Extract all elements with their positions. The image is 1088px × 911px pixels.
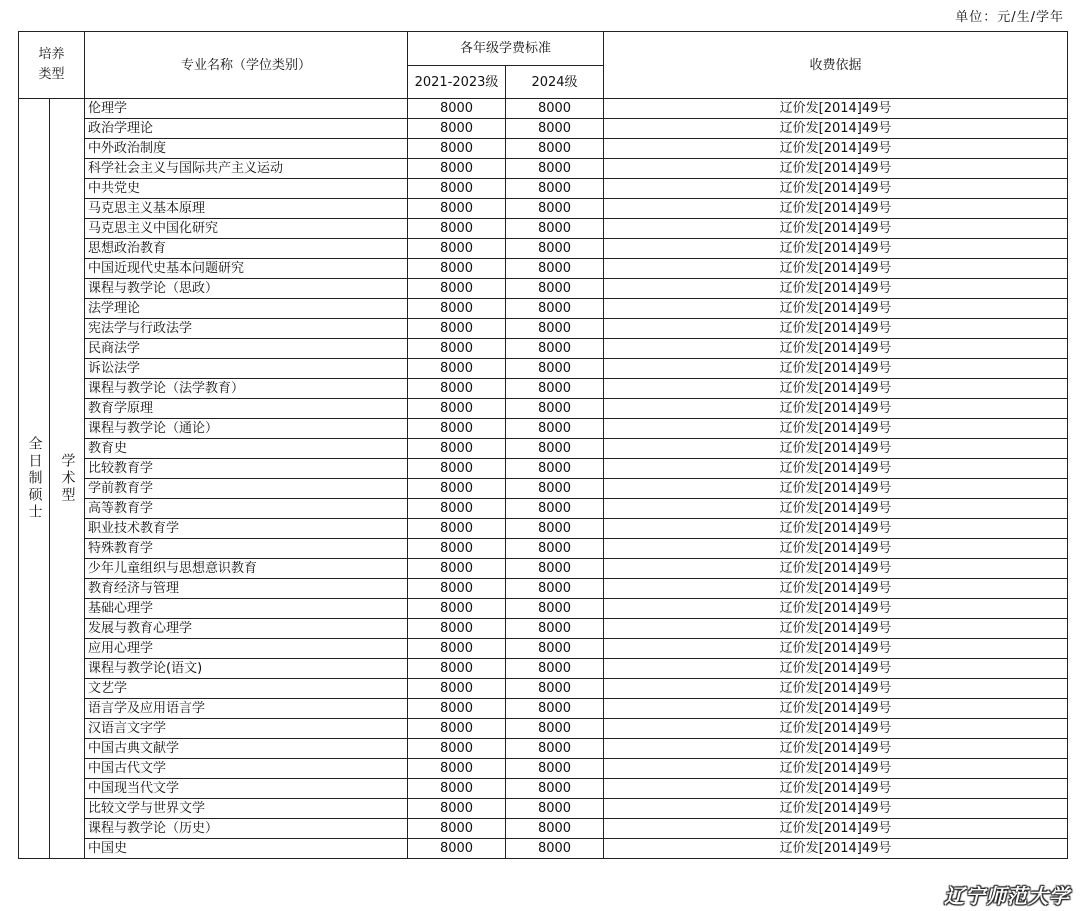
- table-row: [19, 799, 1068, 819]
- fee-table: [18, 31, 1068, 859]
- basis-cell: 辽价发[2014]49号: [604, 619, 1068, 639]
- fee-2024-cell: 8000: [506, 599, 604, 619]
- fee-2024-cell: 8000: [506, 679, 604, 699]
- fee-2024-cell: 8000: [506, 399, 604, 419]
- fee-2021-2023-cell: 8000: [408, 559, 506, 579]
- fee-2021-2023-cell: 8000: [408, 659, 506, 679]
- fee-2021-2023-cell: 8000: [408, 819, 506, 839]
- major-name-cell: 教育史: [85, 439, 408, 459]
- fee-2024-cell: 8000: [506, 179, 604, 199]
- fee-2021-2023-cell: 8000: [408, 459, 506, 479]
- major-name-cell: 课程与教学论（通论）: [85, 419, 408, 439]
- table-row: [19, 619, 1068, 639]
- fee-2021-2023-cell: 8000: [408, 299, 506, 319]
- fee-2021-2023-cell: 8000: [408, 99, 506, 119]
- fee-2021-2023-cell: 8000: [408, 619, 506, 639]
- fee-2024-cell: 8000: [506, 219, 604, 239]
- fee-2021-2023-cell: 8000: [408, 739, 506, 759]
- basis-cell: 辽价发[2014]49号: [604, 639, 1068, 659]
- fee-2024-cell: 8000: [506, 199, 604, 219]
- fee-2021-2023-cell: 8000: [408, 759, 506, 779]
- basis-cell: 辽价发[2014]49号: [604, 819, 1068, 839]
- fee-2021-2023-cell: 8000: [408, 839, 506, 859]
- table-row: [19, 299, 1068, 319]
- degree-type-cell: [50, 99, 85, 859]
- fee-2021-2023-cell: 8000: [408, 319, 506, 339]
- table-row: [19, 159, 1068, 179]
- basis-cell: 辽价发[2014]49号: [604, 359, 1068, 379]
- major-name-cell: 比较文学与世界文学: [85, 799, 408, 819]
- major-name-cell: 应用心理学: [85, 639, 408, 659]
- fee-2021-2023-cell: 8000: [408, 779, 506, 799]
- fee-2021-2023-cell: 8000: [408, 259, 506, 279]
- basis-cell: 辽价发[2014]49号: [604, 419, 1068, 439]
- major-name-cell: 课程与教学论(语文): [85, 659, 408, 679]
- fee-2021-2023-cell: 8000: [408, 159, 506, 179]
- table-row: [19, 519, 1068, 539]
- fee-2021-2023-cell: 8000: [408, 799, 506, 819]
- table-row: [19, 339, 1068, 359]
- basis-cell: 辽价发[2014]49号: [604, 279, 1068, 299]
- fee-2024-cell: 8000: [506, 459, 604, 479]
- fee-2021-2023-cell: 8000: [408, 219, 506, 239]
- basis-cell: 辽价发[2014]49号: [604, 779, 1068, 799]
- fee-2024-cell: 8000: [506, 479, 604, 499]
- basis-cell: 辽价发[2014]49号: [604, 699, 1068, 719]
- major-name-cell: 少年儿童组织与思想意识教育: [85, 559, 408, 579]
- table-row: [19, 559, 1068, 579]
- basis-cell: 辽价发[2014]49号: [604, 679, 1068, 699]
- fee-2024-cell: 8000: [506, 339, 604, 359]
- major-name-cell: 文艺学: [85, 679, 408, 699]
- basis-cell: 辽价发[2014]49号: [604, 159, 1068, 179]
- major-name-cell: 比较教育学: [85, 459, 408, 479]
- fee-2024-cell: 8000: [506, 799, 604, 819]
- fee-2024-cell: 8000: [506, 419, 604, 439]
- major-name-cell: 汉语言文字学: [85, 719, 408, 739]
- table-row: [19, 699, 1068, 719]
- fee-2024-cell: 8000: [506, 539, 604, 559]
- fee-2021-2023-cell: 8000: [408, 119, 506, 139]
- basis-cell: 辽价发[2014]49号: [604, 659, 1068, 679]
- major-name-cell: 法学理论: [85, 299, 408, 319]
- basis-cell: 辽价发[2014]49号: [604, 479, 1068, 499]
- fee-2024-cell: 8000: [506, 759, 604, 779]
- fee-2024-cell: 8000: [506, 359, 604, 379]
- basis-cell: 辽价发[2014]49号: [604, 839, 1068, 859]
- major-name-cell: 教育经济与管理: [85, 579, 408, 599]
- fee-2024-cell: 8000: [506, 99, 604, 119]
- table-row: [19, 319, 1068, 339]
- table-row: [19, 499, 1068, 519]
- major-name-cell: 特殊教育学: [85, 539, 408, 559]
- fee-2021-2023-cell: 8000: [408, 339, 506, 359]
- fee-2024-cell: 8000: [506, 299, 604, 319]
- header-fee-standard: 各年级学费标准: [408, 32, 604, 66]
- basis-cell: 辽价发[2014]49号: [604, 759, 1068, 779]
- basis-cell: 辽价发[2014]49号: [604, 119, 1068, 139]
- major-name-cell: 中国古代文学: [85, 759, 408, 779]
- fee-2021-2023-cell: 8000: [408, 419, 506, 439]
- fee-2021-2023-cell: 8000: [408, 279, 506, 299]
- fee-2024-cell: 8000: [506, 819, 604, 839]
- basis-cell: 辽价发[2014]49号: [604, 399, 1068, 419]
- fee-2024-cell: 8000: [506, 719, 604, 739]
- fee-2024-cell: 8000: [506, 159, 604, 179]
- fee-2021-2023-cell: 8000: [408, 499, 506, 519]
- fee-2021-2023-cell: 8000: [408, 139, 506, 159]
- table-row: [19, 279, 1068, 299]
- fee-2024-cell: 8000: [506, 379, 604, 399]
- fee-2024-cell: 8000: [506, 519, 604, 539]
- basis-cell: 辽价发[2014]49号: [604, 139, 1068, 159]
- table-row: [19, 659, 1068, 679]
- fee-2024-cell: 8000: [506, 119, 604, 139]
- fee-2024-cell: 8000: [506, 739, 604, 759]
- fee-2021-2023-cell: 8000: [408, 439, 506, 459]
- basis-cell: 辽价发[2014]49号: [604, 799, 1068, 819]
- table-row: [19, 599, 1068, 619]
- major-name-cell: 基础心理学: [85, 599, 408, 619]
- table-row: [19, 139, 1068, 159]
- table-row: [19, 819, 1068, 839]
- basis-cell: 辽价发[2014]49号: [604, 99, 1068, 119]
- basis-cell: 辽价发[2014]49号: [604, 319, 1068, 339]
- header-training-type-label: 培养类型: [38, 47, 65, 82]
- major-name-cell: 发展与教育心理学: [85, 619, 408, 639]
- fee-2021-2023-cell: 8000: [408, 699, 506, 719]
- table-row: [19, 419, 1068, 439]
- university-logo-watermark: 辽宁师范大学: [944, 884, 1070, 908]
- major-name-cell: 高等教育学: [85, 499, 408, 519]
- basis-cell: 辽价发[2014]49号: [604, 299, 1068, 319]
- fee-2021-2023-cell: 8000: [408, 239, 506, 259]
- table-row: [19, 779, 1068, 799]
- fee-2021-2023-cell: 8000: [408, 719, 506, 739]
- major-name-cell: 课程与教学论（历史）: [85, 819, 408, 839]
- unit-label: 单位：元/生/学年: [955, 10, 1064, 25]
- table-row: [19, 459, 1068, 479]
- major-name-cell: 中国史: [85, 839, 408, 859]
- basis-cell: 辽价发[2014]49号: [604, 459, 1068, 479]
- major-name-cell: 课程与教学论（思政）: [85, 279, 408, 299]
- basis-cell: 辽价发[2014]49号: [604, 259, 1068, 279]
- fee-2024-cell: 8000: [506, 579, 604, 599]
- table-row: [19, 359, 1068, 379]
- header-basis: 收费依据: [604, 32, 1068, 99]
- fee-2021-2023-cell: 8000: [408, 199, 506, 219]
- table-row: [19, 399, 1068, 419]
- basis-cell: 辽价发[2014]49号: [604, 179, 1068, 199]
- basis-cell: 辽价发[2014]49号: [604, 559, 1068, 579]
- fee-2021-2023-cell: 8000: [408, 599, 506, 619]
- basis-cell: 辽价发[2014]49号: [604, 739, 1068, 759]
- header-training-type: [19, 32, 85, 99]
- table-row: [19, 839, 1068, 859]
- table-row: [19, 179, 1068, 199]
- basis-cell: 辽价发[2014]49号: [604, 339, 1068, 359]
- fee-2024-cell: 8000: [506, 259, 604, 279]
- table-row: [19, 99, 1068, 119]
- fee-2024-cell: 8000: [506, 319, 604, 339]
- fee-2024-cell: 8000: [506, 699, 604, 719]
- fee-2021-2023-cell: 8000: [408, 179, 506, 199]
- table-row: [19, 539, 1068, 559]
- major-name-cell: 职业技术教育学: [85, 519, 408, 539]
- fee-2024-cell: 8000: [506, 439, 604, 459]
- table-row: [19, 579, 1068, 599]
- major-name-cell: 中国现当代文学: [85, 779, 408, 799]
- basis-cell: 辽价发[2014]49号: [604, 579, 1068, 599]
- fee-2021-2023-cell: 8000: [408, 359, 506, 379]
- basis-cell: 辽价发[2014]49号: [604, 499, 1068, 519]
- training-type-value: 全日制硕士: [26, 436, 43, 521]
- fee-2024-cell: 8000: [506, 659, 604, 679]
- fee-2024-cell: 8000: [506, 499, 604, 519]
- basis-cell: 辽价发[2014]49号: [604, 379, 1068, 399]
- basis-cell: 辽价发[2014]49号: [604, 199, 1068, 219]
- basis-cell: 辽价发[2014]49号: [604, 719, 1068, 739]
- fee-2024-cell: 8000: [506, 639, 604, 659]
- major-name-cell: 中国近现代史基本问题研究: [85, 259, 408, 279]
- fee-2021-2023-cell: 8000: [408, 399, 506, 419]
- fee-2024-cell: 8000: [506, 619, 604, 639]
- major-name-cell: 马克思主义中国化研究: [85, 219, 408, 239]
- table-row: [19, 739, 1068, 759]
- header-major-name: 专业名称（学位类别）: [85, 32, 408, 99]
- fee-2024-cell: 8000: [506, 839, 604, 859]
- table-row: [19, 379, 1068, 399]
- fee-2021-2023-cell: 8000: [408, 679, 506, 699]
- major-name-cell: 教育学原理: [85, 399, 408, 419]
- fee-2021-2023-cell: 8000: [408, 579, 506, 599]
- fee-2024-cell: 8000: [506, 279, 604, 299]
- fee-2024-cell: 8000: [506, 559, 604, 579]
- major-name-cell: 诉讼法学: [85, 359, 408, 379]
- table-row: [19, 639, 1068, 659]
- major-name-cell: 中国古典文献学: [85, 739, 408, 759]
- table-row: [19, 479, 1068, 499]
- header-grade-2021-2023: 2021-2023级: [408, 66, 506, 99]
- header-grade-2024: 2024级: [506, 66, 604, 99]
- table-row: [19, 679, 1068, 699]
- major-name-cell: 学前教育学: [85, 479, 408, 499]
- basis-cell: 辽价发[2014]49号: [604, 599, 1068, 619]
- major-name-cell: 宪法学与行政法学: [85, 319, 408, 339]
- fee-2024-cell: 8000: [506, 139, 604, 159]
- table-row: [19, 199, 1068, 219]
- fee-2021-2023-cell: 8000: [408, 539, 506, 559]
- basis-cell: 辽价发[2014]49号: [604, 439, 1068, 459]
- major-name-cell: 民商法学: [85, 339, 408, 359]
- major-name-cell: 中外政治制度: [85, 139, 408, 159]
- fee-2024-cell: 8000: [506, 239, 604, 259]
- table-row: [19, 719, 1068, 739]
- table-row: [19, 759, 1068, 779]
- fee-2021-2023-cell: 8000: [408, 379, 506, 399]
- table-row: [19, 259, 1068, 279]
- table-row: [19, 439, 1068, 459]
- fee-2021-2023-cell: 8000: [408, 519, 506, 539]
- basis-cell: 辽价发[2014]49号: [604, 539, 1068, 559]
- basis-cell: 辽价发[2014]49号: [604, 239, 1068, 259]
- major-name-cell: 语言学及应用语言学: [85, 699, 408, 719]
- major-name-cell: 中共党史: [85, 179, 408, 199]
- fee-2021-2023-cell: 8000: [408, 639, 506, 659]
- degree-type-value: 学术型: [59, 453, 76, 504]
- major-name-cell: 思想政治教育: [85, 239, 408, 259]
- major-name-cell: 课程与教学论（法学教育）: [85, 379, 408, 399]
- table-row: [19, 239, 1068, 259]
- training-type-cell: [19, 99, 50, 859]
- fee-2024-cell: 8000: [506, 779, 604, 799]
- fee-2021-2023-cell: 8000: [408, 479, 506, 499]
- table-row: [19, 219, 1068, 239]
- major-name-cell: 马克思主义基本原理: [85, 199, 408, 219]
- major-name-cell: 科学社会主义与国际共产主义运动: [85, 159, 408, 179]
- basis-cell: 辽价发[2014]49号: [604, 519, 1068, 539]
- major-name-cell: 伦理学: [85, 99, 408, 119]
- basis-cell: 辽价发[2014]49号: [604, 219, 1068, 239]
- major-name-cell: 政治学理论: [85, 119, 408, 139]
- header-row-1: [19, 32, 1068, 66]
- table-row: [19, 119, 1068, 139]
